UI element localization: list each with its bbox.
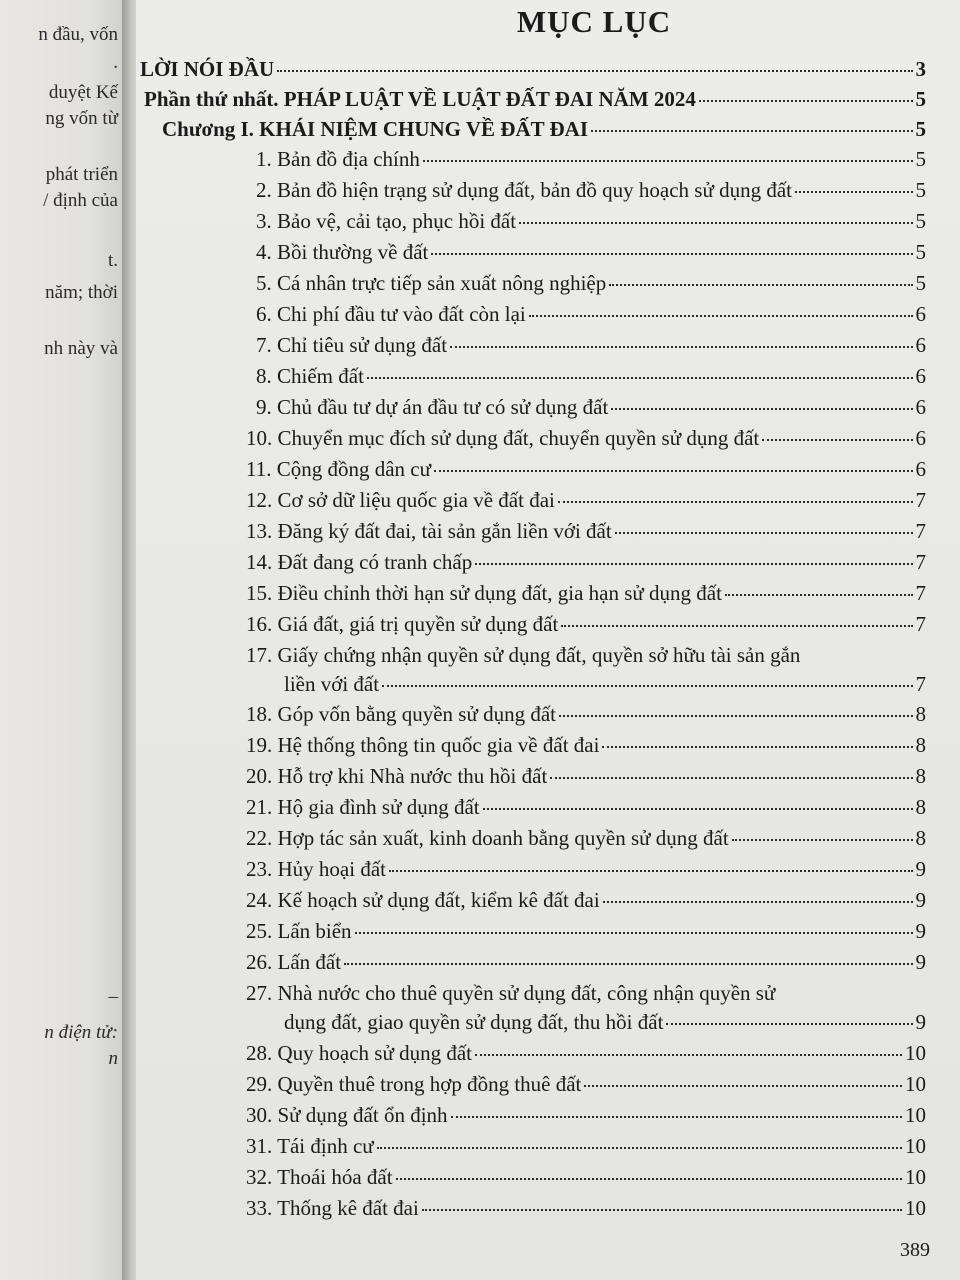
toc-entry-label: 17. Giấy chứng nhận quyền sử dụng đất, quyền sở hữu tài sản gắn: [246, 643, 801, 667]
left-page-text-fragment: n điện tử:: [44, 1022, 118, 1043]
dot-leader: [559, 715, 912, 717]
left-page-text-fragment: năm; thời: [45, 282, 118, 303]
dot-leader: [762, 439, 912, 441]
dot-leader: [451, 1116, 902, 1118]
toc-entry-label: 13. Đăng ký đất đai, tài sản gắn liền với đất: [246, 519, 612, 543]
dot-leader: [558, 501, 913, 503]
toc-entry[interactable]: [256, 332, 926, 358]
toc-entry-label: 3. Bảo vệ, cải tạo, phục hồi đất: [256, 209, 517, 233]
toc-entry-label: 10. Chuyển mục đích sử dụng đất, chuyển quyền sử dụng đất: [246, 426, 760, 450]
dot-leader: [699, 100, 913, 102]
toc-entry-label: 8. Chiếm đất: [256, 364, 364, 388]
toc-entry[interactable]: [162, 116, 926, 142]
toc-entry-page: 5: [915, 87, 926, 111]
toc-entry-label: 31. Tái định cư: [246, 1134, 374, 1158]
toc-entry[interactable]: [246, 487, 926, 513]
toc-entry-page: 6: [915, 333, 926, 357]
toc-entry[interactable]: [246, 949, 926, 975]
toc-entry-label: 11. Cộng đồng dân cư: [246, 457, 432, 481]
left-page-text-fragment: t.: [107, 250, 118, 271]
toc-entry-label: 22. Hợp tác sản xuất, kinh doanh bằng quyền sử dụng đất: [246, 826, 729, 850]
dot-leader: [423, 160, 913, 162]
toc-entry-page: 5: [915, 209, 926, 233]
toc-entry-page: 10: [905, 1072, 926, 1096]
toc-entry-page: 5: [915, 147, 926, 171]
left-page: [0, 0, 128, 1280]
toc-entry-label: 1. Bản đồ địa chính: [256, 147, 420, 171]
toc-entry-label: 7. Chỉ tiêu sử dụng đất: [256, 333, 448, 357]
toc-entry-page: 5: [915, 271, 926, 295]
toc-entry-label-continued: dụng đất, giao quyền sử dụng đất, thu hồi đất: [284, 1010, 664, 1034]
toc-entry-page: 9: [915, 1010, 926, 1034]
toc-entry-label: 9. Chủ đầu tư dự án đầu tư có sử dụng đất: [256, 395, 609, 419]
left-page-text-fragment: duyệt Kế: [48, 82, 118, 103]
toc-entry[interactable]: [246, 856, 926, 882]
dot-leader: [396, 1178, 902, 1180]
toc-entry-label: 5. Cá nhân trực tiếp sản xuất nông nghiệp: [256, 271, 607, 295]
toc-entry-label-continued: liền với đất: [284, 672, 380, 696]
toc-entry-page: 6: [915, 302, 926, 326]
toc-entry[interactable]: [256, 239, 926, 265]
dot-leader: [529, 315, 913, 317]
toc-entry-page: 9: [915, 919, 926, 943]
toc-entry-page: 5: [915, 240, 926, 264]
dot-leader: [550, 777, 912, 779]
toc-entry[interactable]: [246, 456, 926, 482]
toc-entry[interactable]: [284, 671, 926, 697]
dot-leader: [611, 408, 912, 410]
left-page-text-fragment: n đầu, vốn: [38, 24, 118, 45]
toc-entry[interactable]: [256, 177, 926, 203]
toc-entry[interactable]: [246, 887, 926, 913]
toc-entry[interactable]: [246, 1164, 926, 1190]
toc-entry-page: 7: [915, 612, 926, 636]
dot-leader: [584, 1085, 902, 1087]
toc-entry-label: 6. Chi phí đầu tư vào đất còn lại: [256, 302, 526, 326]
dot-leader: [277, 70, 912, 72]
left-page-text-fragment: / định của: [43, 190, 118, 211]
toc-entry-page: 8: [915, 795, 926, 819]
left-page-text-fragment: n: [108, 1048, 118, 1069]
dot-leader: [434, 470, 912, 472]
dot-leader: [603, 901, 913, 903]
toc-entry[interactable]: [256, 394, 926, 420]
dot-leader: [389, 870, 913, 872]
dot-leader: [355, 932, 913, 934]
toc-entry[interactable]: [246, 825, 926, 851]
toc-entry[interactable]: [246, 549, 926, 575]
toc-entry-page: 8: [915, 826, 926, 850]
toc-entry-label: 2. Bản đồ hiện trạng sử dụng đất, bản đồ quy hoạch sử dụng đất: [256, 178, 793, 202]
toc-entry-label: 23. Hủy hoại đất: [246, 857, 386, 881]
toc-entry-label: 33. Thống kê đất đai: [246, 1196, 419, 1220]
dot-leader: [450, 346, 912, 348]
toc-entry[interactable]: [246, 518, 926, 544]
toc-entry[interactable]: [246, 763, 926, 789]
left-page-text-fragment: ng vốn từ: [45, 108, 118, 129]
dot-leader: [561, 625, 912, 627]
toc-entry[interactable]: [284, 1009, 926, 1035]
dot-leader: [602, 746, 912, 748]
toc-entry-page: 8: [915, 702, 926, 726]
dot-leader: [591, 130, 912, 132]
toc-entry[interactable]: [246, 918, 926, 944]
toc-entry-label: LỜI NÓI ĐẦU: [140, 57, 275, 81]
left-page-text-fragment: .: [113, 52, 118, 73]
toc-entry-label: 12. Cơ sở dữ liệu quốc gia về đất đai: [246, 488, 555, 512]
toc-entry-page: 8: [915, 764, 926, 788]
toc-entry-label: 32. Thoái hóa đất: [246, 1165, 393, 1189]
toc-entry[interactable]: [144, 86, 926, 112]
toc-entry-label: 18. Góp vốn bằng quyền sử dụng đất: [246, 702, 557, 726]
toc-entry[interactable]: [256, 146, 926, 172]
dot-leader: [367, 377, 913, 379]
toc-entry[interactable]: [246, 732, 926, 758]
toc-entry-page: 7: [915, 581, 926, 605]
toc-entry-page: 7: [915, 519, 926, 543]
dot-leader: [382, 685, 912, 687]
toc-entry-label: 15. Điều chỉnh thời hạn sử dụng đất, gia hạn sử dụng đất: [246, 581, 722, 605]
dot-leader: [377, 1147, 902, 1149]
toc-entry-page: 10: [905, 1134, 926, 1158]
dot-leader: [725, 594, 913, 596]
toc-entry-page: 7: [915, 488, 926, 512]
toc-entry[interactable]: [246, 1040, 926, 1066]
toc-entry-label: Phần thứ nhất. PHÁP LUẬT VỀ LUẬT ĐẤT ĐAI NĂM 2024: [144, 87, 696, 111]
toc-entry-page: 5: [915, 178, 926, 202]
toc-entry[interactable]: [256, 301, 926, 327]
page-number: 389: [900, 1239, 930, 1261]
toc-entry-label: 27. Nhà nước cho thuê quyền sử dụng đất, công nhận quyền sử: [246, 981, 776, 1005]
toc-entry-page: 5: [915, 117, 926, 141]
toc-entry-label: 4. Bồi thường về đất: [256, 240, 429, 264]
dot-leader: [666, 1023, 912, 1025]
toc-entry[interactable]: [246, 794, 926, 820]
left-page-text-fragment: nh này và: [44, 338, 118, 359]
toc-entry-label: 28. Quy hoạch sử dụng đất: [246, 1041, 473, 1065]
dot-leader: [475, 1054, 902, 1056]
toc-entry[interactable]: [246, 611, 926, 637]
toc-entry-page: 7: [915, 672, 926, 696]
toc-entry-label: 14. Đất đang có tranh chấp: [246, 550, 473, 574]
dot-leader: [795, 191, 912, 193]
left-page-text-fragment: phát triển: [45, 164, 118, 185]
toc-entry-page: 9: [915, 888, 926, 912]
toc-entry-label: 26. Lấn đất: [246, 950, 342, 974]
dot-leader: [422, 1209, 902, 1211]
dot-leader: [615, 532, 913, 534]
dot-leader: [475, 563, 912, 565]
toc-page: [136, 0, 960, 1280]
toc-entry-page: 9: [915, 857, 926, 881]
dot-leader: [609, 284, 912, 286]
dot-leader: [344, 963, 912, 965]
toc-entry-label: 30. Sử dụng đất ổn định: [246, 1103, 448, 1127]
toc-entry-page: 10: [905, 1103, 926, 1127]
toc-entry-page: 6: [915, 395, 926, 419]
toc-entry[interactable]: [246, 1195, 926, 1221]
toc-entry[interactable]: [140, 56, 926, 82]
toc-entry-page: 6: [915, 457, 926, 481]
toc-entry-page: 10: [905, 1041, 926, 1065]
toc-entry[interactable]: [246, 1133, 926, 1159]
toc-entry-page: 8: [915, 733, 926, 757]
left-page-text-fragment: –: [108, 986, 118, 1007]
toc-entry[interactable]: [246, 701, 926, 727]
toc-entry[interactable]: [256, 363, 926, 389]
toc-entry-label: 24. Kế hoạch sử dụng đất, kiểm kê đất đai: [246, 888, 600, 912]
toc-entry-page: 10: [905, 1165, 926, 1189]
toc-entry[interactable]: [246, 425, 926, 451]
toc-entry-label: 20. Hỗ trợ khi Nhà nước thu hồi đất: [246, 764, 548, 788]
dot-leader: [483, 808, 913, 810]
toc-entry-label: Chương I. KHÁI NIỆM CHUNG VỀ ĐẤT ĐAI: [162, 117, 589, 141]
dot-leader: [431, 253, 912, 255]
dot-leader: [519, 222, 912, 224]
toc-entry-page: 6: [915, 364, 926, 388]
toc-entry[interactable]: [256, 208, 926, 234]
toc-entry-page: 10: [905, 1196, 926, 1220]
toc-entry-label: 21. Hộ gia đình sử dụng đất: [246, 795, 480, 819]
toc-entry-label: 19. Hệ thống thông tin quốc gia về đất đai: [246, 733, 600, 757]
toc-entry-page: 7: [915, 550, 926, 574]
toc-entry[interactable]: [246, 1071, 926, 1097]
toc-entry[interactable]: [246, 1102, 926, 1128]
toc-entry-label: 16. Giá đất, giá trị quyền sử dụng đất: [246, 612, 559, 636]
toc-entry-page: 3: [915, 57, 926, 81]
toc-entry-label: 25. Lấn biển: [246, 919, 352, 943]
toc-title: MỤC LỤC: [516, 4, 672, 39]
toc-entry[interactable]: [256, 270, 926, 296]
toc-entry-page: 9: [915, 950, 926, 974]
toc-entry-label: 29. Quyền thuê trong hợp đồng thuê đất: [246, 1072, 582, 1096]
toc-entry-page: 6: [915, 426, 926, 450]
toc-entry[interactable]: [246, 580, 926, 606]
dot-leader: [732, 839, 913, 841]
